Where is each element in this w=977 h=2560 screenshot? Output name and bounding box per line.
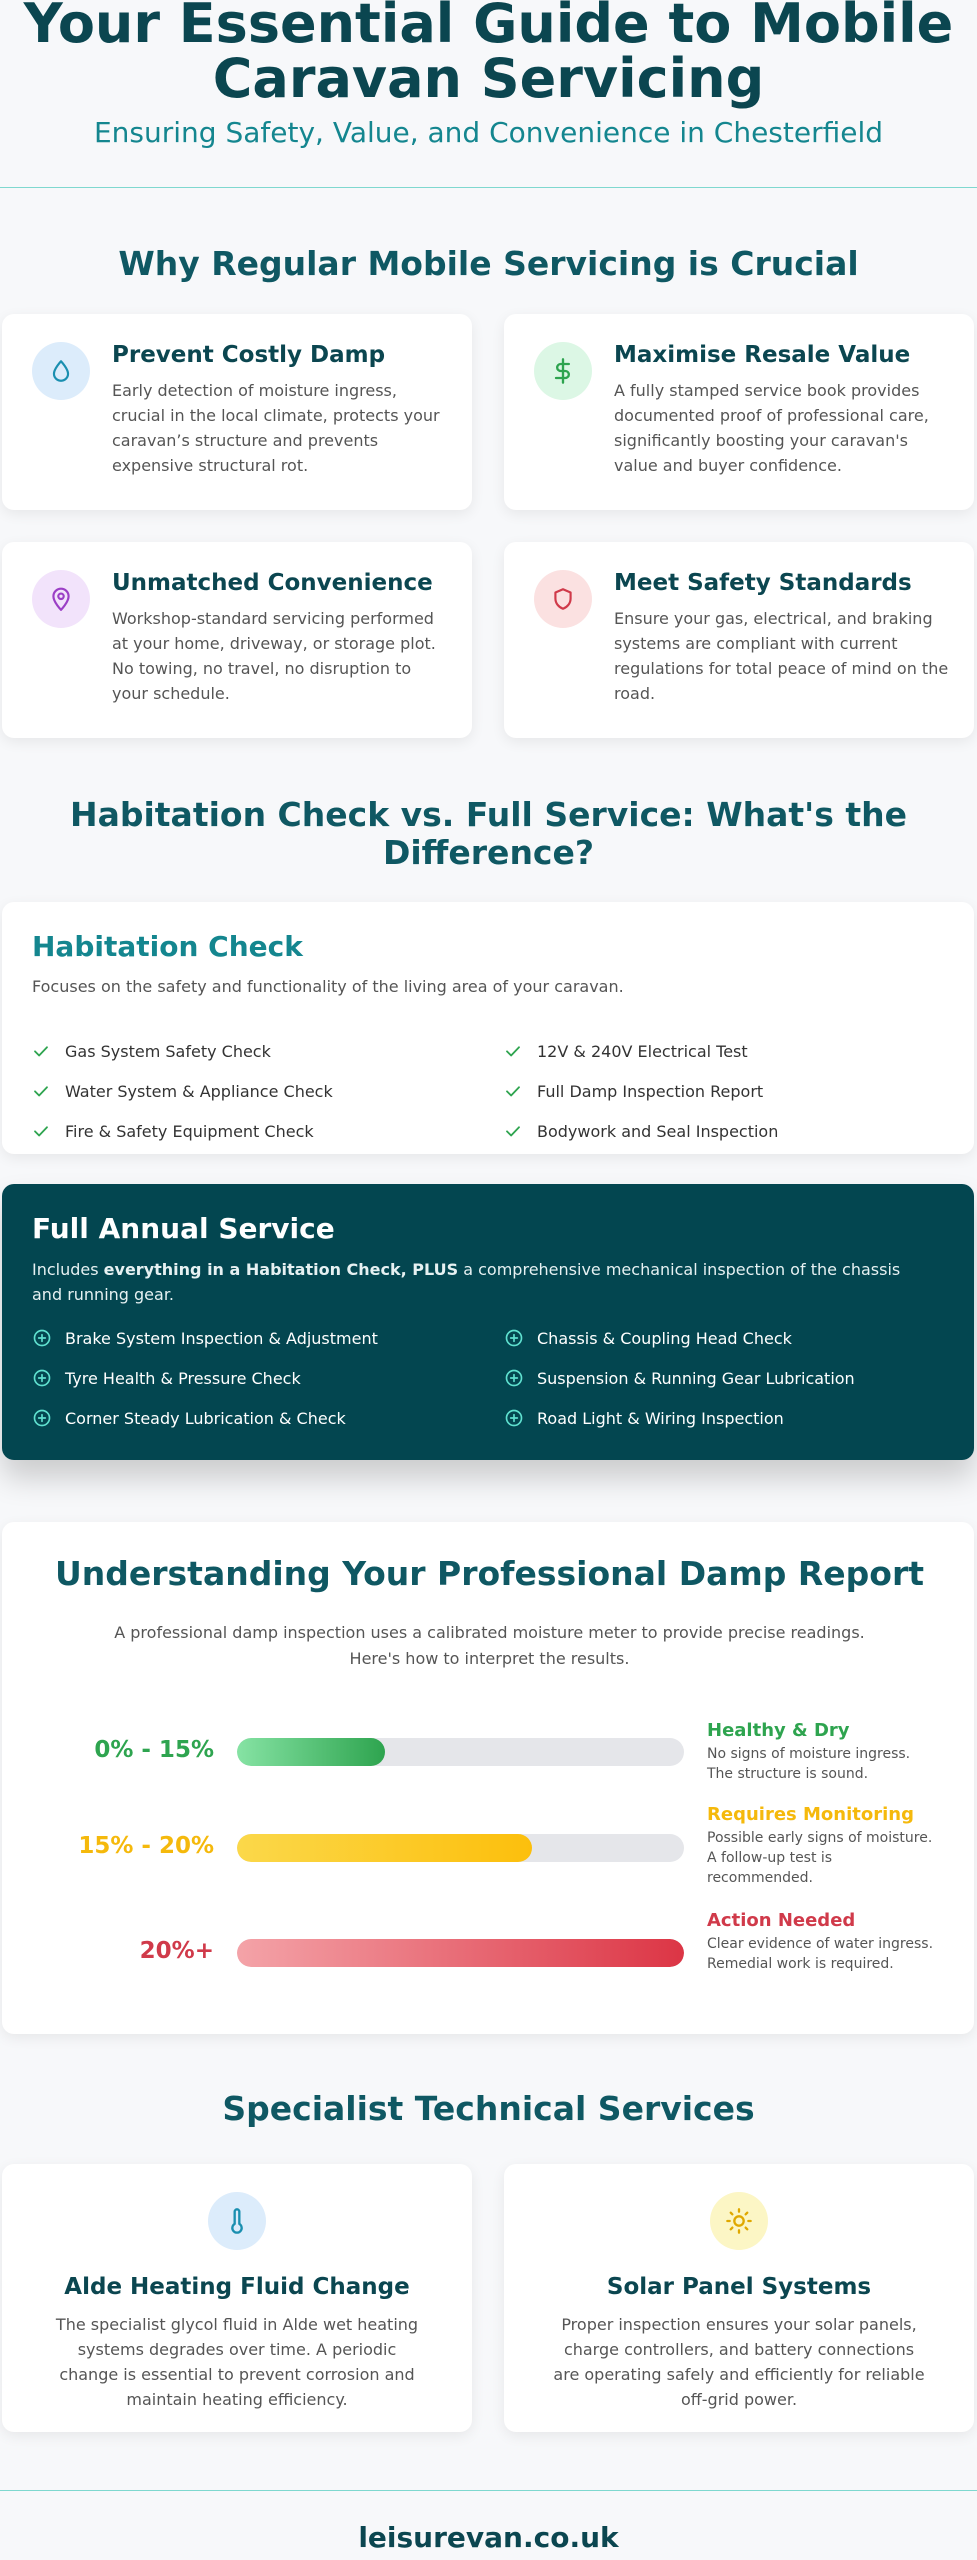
list-item: Brake System Inspection & Adjustment	[32, 1318, 504, 1358]
damp-report-intro: A professional damp inspection uses a calibrated moisture meter to provide precise readings. Here's how to interpret the results.	[114, 1623, 865, 1668]
dollar-icon	[534, 342, 592, 400]
divider	[0, 187, 977, 188]
list-item: Fire & Safety Equipment Check	[32, 1111, 504, 1151]
plus-circle-icon	[504, 1368, 537, 1388]
check-icon	[32, 1122, 65, 1140]
plus-circle-icon	[504, 1408, 537, 1428]
full-service-title: Full Annual Service	[32, 1212, 335, 1245]
damp-level-desc: No signs of moisture ingress. The structure is sound.	[707, 1746, 911, 1782]
list-item: Water System & Appliance Check	[32, 1071, 504, 1111]
damp-level-fill	[237, 1834, 532, 1862]
map-pin-icon	[32, 570, 90, 628]
compare-title-line1: Habitation Check vs. Full Service: What's the	[69, 795, 908, 834]
damp-level-range: 20%+	[139, 1938, 214, 1964]
damp-level-desc: Possible early signs of moisture. A follow-up test is recommended.	[707, 1830, 933, 1886]
list-item: Chassis & Coupling Head Check	[504, 1318, 949, 1358]
damp-level-range: 0% - 15%	[94, 1737, 214, 1763]
list-item: 12V & 240V Electrical Test	[504, 1031, 949, 1071]
page-title	[0, 0, 977, 110]
damp-level-title: Healthy & Dry	[707, 1720, 850, 1741]
droplet-icon	[32, 342, 90, 400]
shield-icon	[534, 570, 592, 628]
full-service-desc: Includes everything in a Habitation Check, PLUS a comprehensive mechanical inspection of the chassis and running gear.	[32, 1260, 901, 1304]
specialist-section-title: Specialist Technical Services	[222, 2089, 755, 2128]
check-icon	[504, 1082, 537, 1100]
damp-level-title: Requires Monitoring	[707, 1804, 914, 1825]
list-item: Bodywork and Seal Inspection	[504, 1111, 949, 1151]
damp-report-title: Understanding Your Professional Damp Report	[54, 1554, 925, 1593]
damp-level-fill	[237, 1939, 684, 1967]
why-section-title: Why Regular Mobile Servicing is Crucial	[118, 244, 859, 283]
why-card-text: Workshop-standard servicing performed at your home, driveway, or storage plot. No towing, no travel, no disruption to your schedule.	[112, 609, 436, 703]
habitation-card	[2, 902, 974, 1154]
plus-circle-icon	[32, 1328, 65, 1348]
why-card-title: Prevent Costly Damp	[112, 342, 386, 368]
why-card-title: Meet Safety Standards	[614, 570, 912, 596]
page-title-line2: Caravan Servicing	[212, 47, 765, 110]
specialist-card-text: Proper inspection ensures your solar panels, charge controllers, and battery connections are operating safely and efficiently for reliable off-grid power.	[553, 2315, 925, 2409]
list-item: Full Damp Inspection Report	[504, 1071, 949, 1111]
compare-section-title	[0, 796, 977, 872]
why-card-title: Unmatched Convenience	[112, 570, 433, 596]
sun-icon	[710, 2192, 768, 2250]
plus-circle-icon	[32, 1368, 65, 1388]
full-service-card	[2, 1184, 974, 1460]
why-card-damp	[2, 314, 472, 510]
check-icon	[504, 1122, 537, 1140]
check-icon	[32, 1042, 65, 1060]
list-item: Suspension & Running Gear Lubrication	[504, 1358, 949, 1398]
damp-level-desc: Clear evidence of water ingress. Remedial work is required.	[707, 1936, 934, 1972]
damp-level-bar	[237, 1939, 684, 1967]
check-icon	[504, 1042, 537, 1060]
list-item: Corner Steady Lubrication & Check	[32, 1398, 504, 1438]
why-card-convenience	[2, 542, 472, 738]
why-card-text: Early detection of moisture ingress, crucial in the local climate, protects your caravan’s structure and prevents expensive structural rot.	[112, 381, 440, 475]
why-card-text: Ensure your gas, electrical, and braking systems are compliant with current regulations for total peace of mind on the road.	[614, 609, 949, 703]
damp-level-title: Action Needed	[707, 1910, 856, 1931]
footer-site-link[interactable]: leisurevan.co.uk	[358, 2521, 619, 2554]
damp-level-fill	[237, 1738, 385, 1766]
check-icon	[32, 1082, 65, 1100]
full-service-list	[32, 1318, 949, 1438]
list-item: Gas System Safety Check	[32, 1031, 504, 1071]
why-card-safety	[504, 542, 974, 738]
compare-title-line2: Difference?	[382, 833, 595, 872]
footer-divider	[0, 2490, 977, 2491]
habitation-list	[32, 1031, 949, 1151]
specialist-card-title: Solar Panel Systems	[606, 2274, 872, 2300]
damp-level-bar	[237, 1834, 684, 1862]
specialist-card-solar	[504, 2164, 974, 2432]
habitation-desc: Focuses on the safety and functionality of the living area of your caravan.	[32, 977, 624, 996]
list-item: Tyre Health & Pressure Check	[32, 1358, 504, 1398]
specialist-card-alde	[2, 2164, 472, 2432]
specialist-card-title: Alde Heating Fluid Change	[64, 2274, 410, 2300]
specialist-card-text: The specialist glycol fluid in Alde wet heating systems degrades over time. A periodic change is essential to prevent corrosion and maintain heating efficiency.	[55, 2315, 419, 2409]
why-card-title: Maximise Resale Value	[614, 342, 911, 368]
list-item: Road Light & Wiring Inspection	[504, 1398, 949, 1438]
damp-level-range: 15% - 20%	[78, 1833, 214, 1859]
thermometer-icon	[208, 2192, 266, 2250]
plus-circle-icon	[504, 1328, 537, 1348]
why-card-text: A fully stamped service book provides documented proof of professional care, significantly boosting your caravan's value and buyer confidence.	[614, 381, 929, 475]
damp-level-bar	[237, 1738, 684, 1766]
habitation-title: Habitation Check	[32, 930, 303, 963]
hero	[0, 0, 977, 149]
page-title-line1: Your Essential Guide to Mobile	[23, 0, 954, 55]
why-card-resale	[504, 314, 974, 510]
page-subtitle: Ensuring Safety, Value, and Convenience in Chesterfield	[93, 116, 884, 149]
plus-circle-icon	[32, 1408, 65, 1428]
damp-report-card	[2, 1522, 974, 2034]
